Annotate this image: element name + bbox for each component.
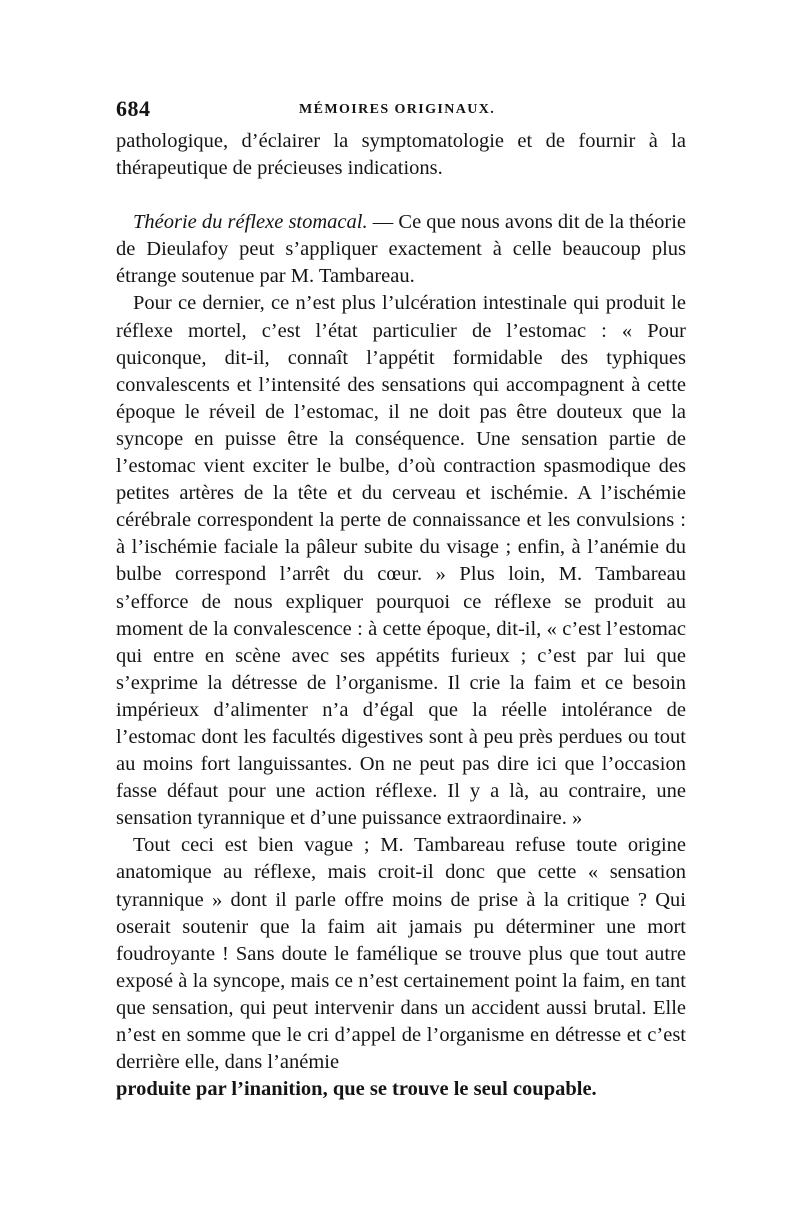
body-text <box>116 128 686 1103</box>
paragraph-reflexe-theory <box>116 209 686 290</box>
paragraph-continued: pathologique, d’éclairer la symptomatologie et de fournir à la thérapeutique de précieuses indications. <box>116 130 686 180</box>
book-page <box>116 96 686 1103</box>
page-header <box>116 96 686 126</box>
paragraph-text: Tout ceci est bien vague ; M. Tambareau refuse toute origine anatomique au réflexe, mais croit-il donc que cette « sensation tyrannique » dont il parle offre moins de prise à la critique ? Qui oserait soutenir que la faim ait jamais pu déterminer une mort foudroyante ! Sans doute le famélique se trouve plus que tout autre exposé à la syncope, mais ce n’est certainement point la faim, en tant que sensation, qui peut intervenir dans un accident aussi brutal. Elle n’est en somme que le cri d’appel de l’organisme en détresse et c’est derrière elle, dans l’anémie <box>116 834 686 1074</box>
paragraph-spacer <box>116 182 686 209</box>
paragraph-final-line: produite par l’inanition, que se trouve le seul coupable. <box>116 1078 597 1101</box>
page-number: 684 <box>116 96 151 121</box>
paragraph-tambareau-quote: Pour ce dernier, ce n’est plus l’ulcération intestinale qui produit le réflexe mortel, c’est l’état particulier de l’estomac : « Pour quiconque, dit-il, connaît l’appétit formidable des typhiques convalescents et l’intensité des sensations qui accompagnent à cette époque le réveil de l’estomac, il ne doit pas être douteux que la syncope en puisse être la conséquence. Une sensation partie de l’estomac vient exciter le bulbe, d’où contraction spasmodique des petites artères de la tête et du cerveau et ischémie. A l’ischémie cérébrale correspondent la perte de connaissance et les convulsions : à l’ischémie faciale la pâleur subite du visage ; enfin, à l’anémie du bulbe correspond l’arrêt du cœur. » Plus loin, M. Tambareau s’efforce de nous expliquer pourquoi ce réflexe se produit au moment de la convalescence : à cette époque, dit-il, « c’est l’estomac qui entre en scène avec ses appétits furieux ; c’est par lui que s’exprime la détresse de l’organisme. Il crie la faim et ce besoin impérieux d’alimenter n’a d’égal que la réelle intolérance de l’estomac dont les facultés digestives sont à peu près perdues ou tout au moins fort languissantes. On ne peut pas dire ici que l’occasion fasse défaut pour une action réflexe. Il y a là, au contraire, une sensation tyrannique et d’une puissance extraordinaire. » <box>116 292 686 830</box>
paragraph-text: Ce que nous avons dit de la théorie de Dieulafoy peut s’appliquer exactement à celle beaucoup plus étrange soutenue par M. Tambareau. <box>116 211 686 288</box>
section-title: Théorie du réflexe stomacal. <box>133 211 368 234</box>
paragraph-critique <box>116 832 686 1103</box>
em-dash: — <box>367 211 399 234</box>
running-title: MÉMOIRES ORIGINAUX. <box>299 102 496 117</box>
